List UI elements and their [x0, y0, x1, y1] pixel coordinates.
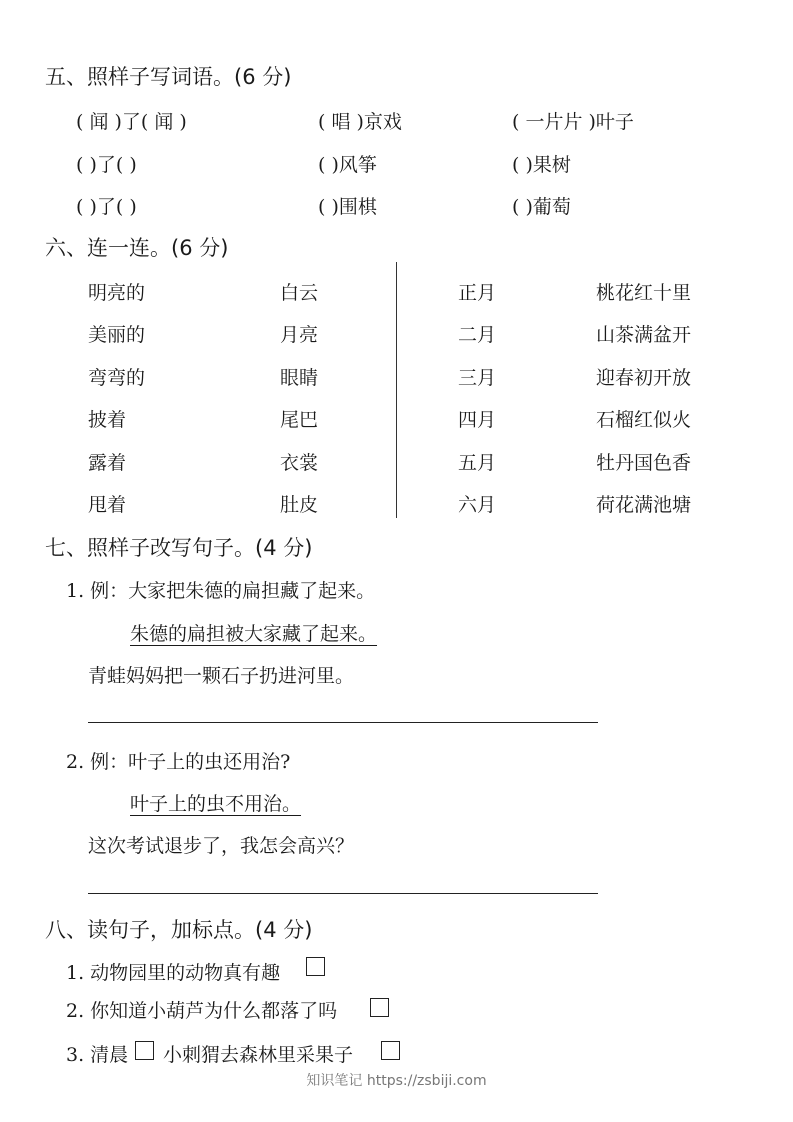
punctuation-sentence: 1. 动物园里的动物真有趣 — [66, 962, 281, 984]
match-item: 露着 — [88, 452, 127, 474]
example-answer: 叶子上的虫不用治。 — [130, 793, 302, 815]
word-item: ( )了( ) — [76, 196, 137, 218]
match-item: 白云 — [280, 282, 319, 304]
example-sentence: 1. 例：大家把朱德的扁担藏了起来。 — [66, 580, 376, 602]
match-item: 六月 — [458, 494, 497, 516]
match-item: 山茶满盆开 — [596, 324, 692, 346]
section-6-title: 六、连一连。(6 分) — [45, 236, 229, 260]
question-sentence: 这次考试退步了，我怎会高兴？ — [88, 835, 355, 857]
match-item: 桃花红十里 — [596, 282, 692, 304]
word-item: ( 唱 )京戏 — [318, 111, 402, 133]
answer-line[interactable] — [88, 893, 598, 894]
match-item: 石榴红似火 — [596, 409, 692, 431]
match-item: 迎春初开放 — [596, 367, 692, 389]
match-item: 明亮的 — [88, 282, 146, 304]
section-7-title: 七、照样子改写句子。(4 分) — [45, 536, 313, 560]
match-item: 二月 — [458, 324, 497, 346]
answer-line[interactable] — [88, 722, 598, 723]
example-sentence: 2. 例：叶子上的虫还用治? — [66, 751, 291, 773]
question-sentence: 青蛙妈妈把一颗石子扔进河里。 — [88, 665, 355, 687]
punctuation-box[interactable] — [135, 1041, 154, 1060]
section-5-title: 五、照样子写词语。(6 分) — [45, 65, 292, 89]
word-item: ( )风筝 — [318, 154, 377, 176]
punctuation-sentence: 小刺猬去森林里采果子 — [163, 1044, 354, 1066]
punctuation-box[interactable] — [306, 957, 325, 976]
match-item: 尾巴 — [280, 409, 319, 431]
word-item: ( )葡萄 — [512, 196, 571, 218]
match-item: 荷花满池塘 — [596, 494, 692, 516]
footer-watermark: 知识笔记 https://zsbiji.com — [306, 1073, 487, 1089]
punctuation-box[interactable] — [381, 1041, 400, 1060]
word-item: ( 一片片 )叶子 — [512, 111, 634, 133]
match-item: 披着 — [88, 409, 127, 431]
column-divider — [396, 262, 397, 518]
punctuation-sentence: 3. 清晨 — [66, 1044, 129, 1066]
match-item: 五月 — [458, 452, 497, 474]
word-item: ( )了( ) — [76, 154, 137, 176]
word-item: ( 闻 )了( 闻 ) — [76, 111, 187, 133]
word-item: ( )果树 — [512, 154, 571, 176]
match-item: 眼睛 — [280, 367, 319, 389]
match-item: 月亮 — [280, 324, 319, 346]
match-item: 弯弯的 — [88, 367, 146, 389]
match-item: 四月 — [458, 409, 497, 431]
match-item: 美丽的 — [88, 324, 146, 346]
match-item: 三月 — [458, 367, 497, 389]
word-item: ( )围棋 — [318, 196, 377, 218]
match-item: 正月 — [458, 282, 497, 304]
example-answer: 朱德的扁担被大家藏了起来。 — [130, 623, 378, 645]
match-item: 甩着 — [88, 494, 127, 516]
punctuation-box[interactable] — [370, 998, 389, 1017]
match-item: 牡丹国色香 — [596, 452, 692, 474]
match-item: 衣裳 — [280, 452, 319, 474]
match-item: 肚皮 — [280, 494, 319, 516]
punctuation-sentence: 2. 你知道小葫芦为什么都落了吗 — [66, 1000, 338, 1022]
section-8-title: 八、读句子，加标点。(4 分) — [45, 918, 313, 942]
